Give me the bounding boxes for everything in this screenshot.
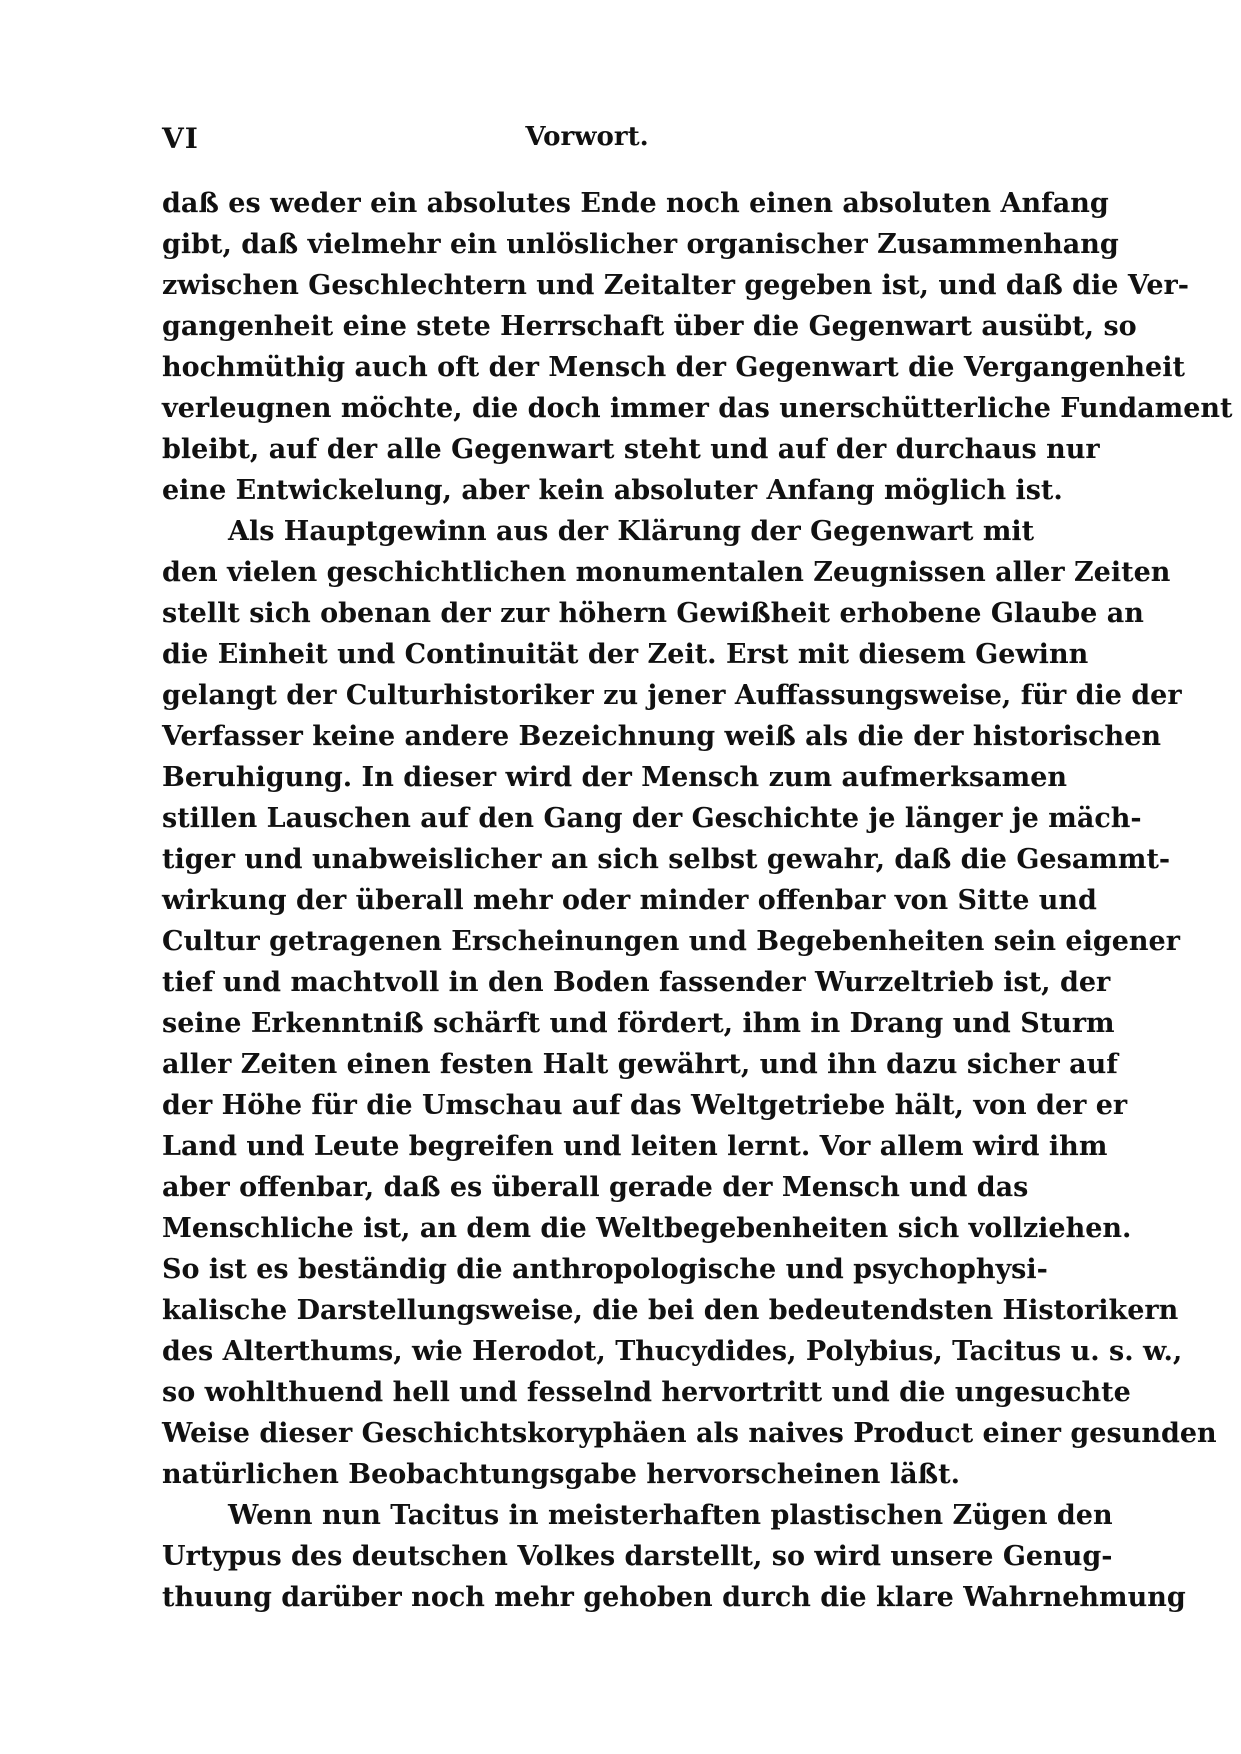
text-line: zwischen Geschlechtern und Zeitalter gegeben ist, und daß die Ver- [162,270,1189,301]
text-line: thuung darüber noch mehr gehoben durch die klare Wahrnehmung [162,1582,1186,1613]
text-line: Wenn nun Tacitus in meisterhaften plastischen Zügen den [228,1500,1113,1531]
text-line: Land und Leute begreifen und leiten lernt. Vor allem wird ihm [162,1131,1108,1162]
text-line: tief und machtvoll in den Boden fassender Wurzeltrieb ist, der [162,967,1111,998]
text-line: natürlichen Beobachtungsgabe hervorscheinen läßt. [162,1459,960,1490]
text-line: verleugnen möchte, die doch immer das unerschütterliche Fundament [162,393,1233,424]
text-line: so wohlthuend hell und fesselnd hervortritt und die ungesuchte [162,1377,1131,1408]
text-line: des Alterthums, wie Herodot, Thucydides, Polybius, Tacitus u. s. w., [162,1336,1183,1367]
text-line: Verfasser keine andere Bezeichnung weiß als die der historischen [162,721,1161,752]
text-line: Cultur getragenen Erscheinungen und Begebenheiten sein eigener [162,926,1180,957]
text-line: wirkung der überall mehr oder minder offenbar von Sitte und [162,885,1097,916]
text-line: aller Zeiten einen festen Halt gewährt, und ihn dazu sicher auf [162,1049,1118,1080]
text-line: daß es weder ein absolutes Ende noch einen absoluten Anfang [162,188,1109,219]
page-header [162,122,1012,162]
text-line: den vielen geschichtlichen monumentalen Zeugnissen aller Zeiten [162,557,1171,588]
text-line: seine Erkenntniß schärft und fördert, ihm in Drang und Sturm [162,1008,1115,1039]
page-number: VI [162,122,199,155]
text-line: gelangt der Culturhistoriker zu jener Auffassungsweise, für die der [162,680,1182,711]
text-line: Urtypus des deutschen Volkes darstellt, so wird unsere Genug- [162,1541,1113,1572]
text-line: stellt sich obenan der zur höhern Gewißheit erhobene Glaube an [162,598,1144,629]
text-line: hochmüthig auch oft der Mensch der Gegenwart die Vergangenheit [162,352,1185,383]
text-line: stillen Lauschen auf den Gang der Geschichte je länger je mäch- [162,803,1142,834]
running-title: Vorwort. [525,122,649,152]
text-line: Beruhigung. In dieser wird der Mensch zum aufmerksamen [162,762,1068,793]
text-line: der Höhe für die Umschau auf das Weltgetriebe hält, von der er [162,1090,1128,1121]
text-line: bleibt, auf der alle Gegenwart steht und auf der durchaus nur [162,434,1100,465]
text-line: aber offenbar, daß es überall gerade der Mensch und das [162,1172,1029,1203]
text-line: kalische Darstellungsweise, die bei den bedeutendsten Historikern [162,1295,1179,1326]
text-line: tiger und unabweislicher an sich selbst gewahr, daß die Gesammt- [162,844,1171,875]
text-line: eine Entwickelung, aber kein absoluter Anfang möglich ist. [162,475,1063,506]
text-line: gibt, daß vielmehr ein unlöslicher organischer Zusammenhang [162,229,1119,260]
text-line: Weise dieser Geschichtskoryphäen als naives Product einer gesunden [162,1418,1217,1449]
text-line: gangenheit eine stete Herrschaft über die Gegenwart ausübt, so [162,311,1137,342]
text-line: Als Hauptgewinn aus der Klärung der Gegenwart mit [228,516,1035,547]
text-line: So ist es beständig die anthropologische und psychophysi- [162,1254,1048,1285]
text-line: die Einheit und Continuität der Zeit. Erst mit diesem Gewinn [162,639,1089,670]
text-line: Menschliche ist, an dem die Weltbegebenheiten sich vollziehen. [162,1213,1132,1244]
body-text [162,183,1233,1618]
